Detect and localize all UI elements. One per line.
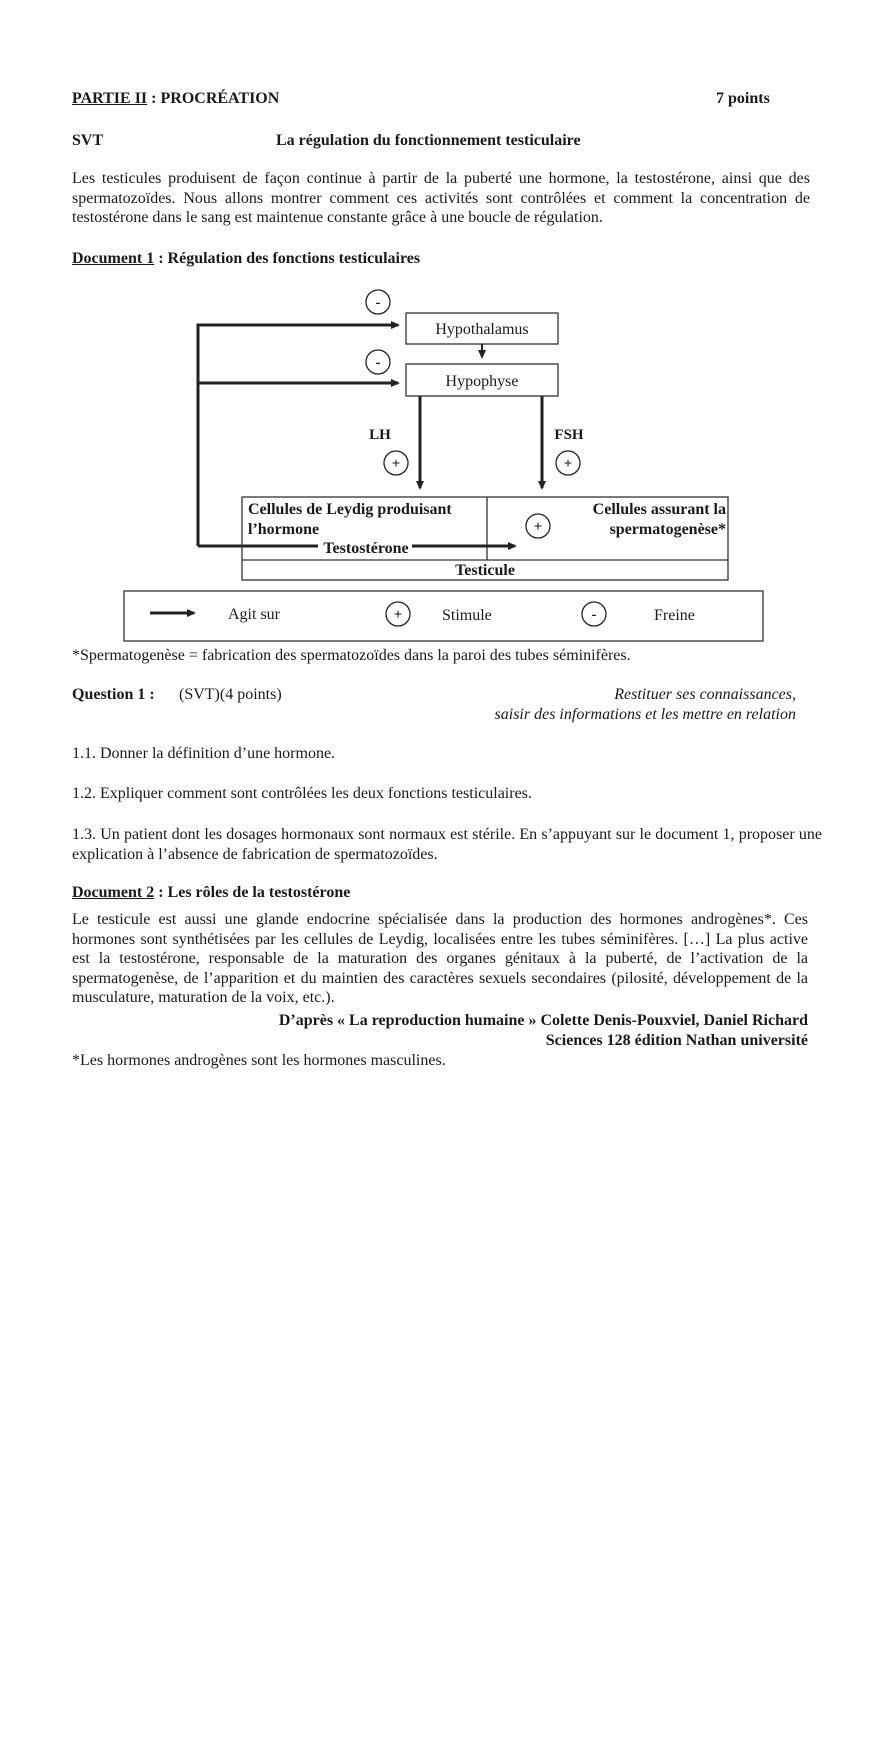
stimule-icon	[556, 451, 580, 475]
legend-freine: Freine	[654, 607, 695, 624]
question1-label: Question 1 :	[72, 686, 155, 703]
subject-label: SVT	[72, 132, 104, 149]
fsh-label: FSH	[554, 427, 584, 443]
doc2-source: D’après « La reproduction humaine » Colette Denis-Pouxviel, Daniel Richard	[278, 1012, 808, 1029]
testosterone-label: Testostérone	[323, 540, 409, 557]
question-item: 1.3. Un patient dont les dosages hormonaux sont normaux est stérile. En s’appuyant sur le document 1, proposer une explication à l’absence de fabrication de spermatozoïdes.	[72, 826, 823, 863]
doc2-title: Les rôles de la testostérone	[167, 884, 351, 901]
lh-label: LH	[369, 427, 391, 443]
points-label: 7 points	[716, 90, 770, 107]
testicule-label: Testicule	[455, 562, 515, 579]
doc1-heading: Document 1 : Régulation des fonctions testiculaires	[72, 250, 421, 267]
doc2-label: Document 2	[72, 884, 155, 901]
freine-legend-icon	[582, 602, 606, 626]
svg-text:+: +	[533, 519, 543, 535]
svg-text:+: +	[391, 456, 401, 472]
hypothalamus-label: Hypothalamus	[435, 321, 529, 338]
freine-icon	[366, 350, 390, 374]
doc2-footnote: *Les hormones androgènes sont les hormones masculines.	[72, 1052, 446, 1069]
stimule-legend-icon	[386, 602, 410, 626]
sperm-cells-label: Cellules assurant la	[592, 501, 726, 518]
doc1-footnote: *Spermatogenèse = fabrication des spermatozoïdes dans la paroi des tubes séminifères.	[72, 647, 631, 664]
svg-text:+: +	[393, 607, 403, 623]
regulation-diagram	[0, 0, 878, 660]
doc2-body: Le testicule est aussi une glande endocrine spécialisée dans la production des hormones androgènes*. Ces hormones sont synthétisées par les cellules de Leydig, localisées entre les tubes séminifères. […] La plus active est la testostérone, responsable de la maturation des organes génitaux à la puberté, de l’activation de la spermatogenèse, de l’apparition et du maintien des caractères sexuels secondaires (pilosité, développement de la musculature, maturation de la voix, etc.).	[72, 911, 808, 1006]
doc1-title: Régulation des fonctions testiculaires	[167, 250, 421, 267]
question-item: 1.1. Donner la définition d’une hormone.	[72, 745, 336, 762]
page-title: La régulation du fonctionnement testiculaire	[276, 132, 581, 149]
svg-text:-: -	[375, 355, 381, 371]
legend-agit-sur: Agit sur	[228, 606, 280, 623]
freine-icon	[366, 290, 390, 314]
svg-text:-: -	[375, 295, 381, 311]
svg-text:-: -	[591, 607, 597, 623]
stimule-icon	[526, 514, 550, 538]
stimule-icon	[384, 451, 408, 475]
part-title: PROCRÉATION	[160, 90, 280, 107]
leydig-label: Cellules de Leydig produisant	[248, 501, 452, 518]
doc1-label: Document 1	[72, 250, 155, 267]
question1-meta: (SVT)(4 points)	[179, 686, 282, 703]
legend-stimule: Stimule	[442, 607, 492, 624]
part-heading: PARTIE II : PROCRÉATION	[72, 90, 280, 107]
svg-text:+: +	[563, 456, 573, 472]
intro-paragraph: Les testicules produisent de façon continue à partir de la puberté une hormone, la testostérone, ainsi que des spermatozoïdes. Nous allons montrer comment ces activités sont contrôlées et comment la concentration de testostérone dans le sang est maintenue constante grâce à une boucle de régulation.	[72, 170, 810, 226]
sperm-cells-label-2: spermatogenèse*	[609, 521, 726, 538]
hypophyse-label: Hypophyse	[445, 373, 519, 390]
question-item: 1.2. Expliquer comment sont contrôlées les deux fonctions testiculaires.	[72, 785, 532, 802]
doc2-source-2: Sciences 128 édition Nathan université	[545, 1032, 808, 1049]
question1-skill-2: saisir des informations et les mettre en relation	[494, 706, 796, 723]
part-label: PARTIE II	[72, 90, 148, 107]
doc2-heading: Document 2 : Les rôles de la testostérone	[72, 884, 351, 901]
question1-skill: Restituer ses connaissances,	[614, 686, 796, 703]
leydig-label-2: l’hormone	[248, 521, 320, 538]
